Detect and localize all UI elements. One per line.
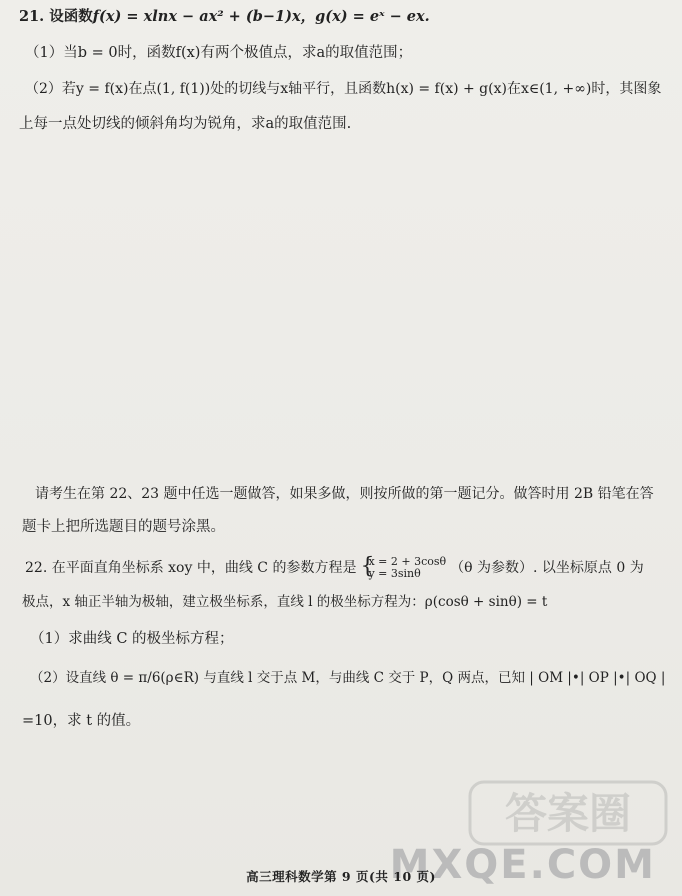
- q22-part2-line2: =10，求 t 的值。: [22, 713, 141, 729]
- q22-eq-y: y = 3sinθ: [368, 567, 421, 580]
- watermark-logo-text: 答案圈: [504, 789, 632, 838]
- q21-stem-math: f(x) = xlnx − ax² + (b−1)x，g(x) = eˣ − ex.: [92, 8, 430, 25]
- q21-stem: [19, 8, 430, 26]
- q21-part2-line2: 上每一点处切线的倾斜角均为锐角，求a的取值范围.: [19, 116, 352, 132]
- q22-line2: 极点，x 轴正半轴为极轴，建立极坐标系，直线 l 的极坐标方程为：ρ(cosθ + sinθ) = t: [22, 594, 548, 610]
- instruction-line2: 题卡上把所选题目的题号涂黑。: [22, 519, 225, 535]
- q21-stem-prefix: 21. 设函数: [19, 8, 93, 25]
- watermark-site: MXQE.COM: [389, 842, 656, 888]
- q22-line1: [25, 556, 644, 580]
- q22-eq-x: { x = 2 + 3cosθ: [368, 555, 447, 568]
- q22-line1-post: （θ 为参数）. 以坐标原点 0 为: [450, 560, 644, 576]
- q22-part2-line1: （2）设直线 θ = π/6(ρ∈R) 与直线 l 交于点 M，与曲线 C 交于 P，Q 两点，已知 | OM |•| OP |•| OQ |: [30, 670, 666, 686]
- instruction-line1: 请考生在第 22、23 题中任选一题做答，如果多做，则按所做的第一题记分。做答时用 2B 铅笔在答: [35, 486, 654, 502]
- q22-param-equations: [360, 556, 446, 580]
- q22-line1-pre: 22. 在平面直角坐标系 xoy 中，曲线 C 的参数方程是: [25, 560, 357, 576]
- page-footer: 高三理科数学第 9 页(共 10 页): [246, 869, 436, 884]
- q22-part1: （1）求曲线 C 的极坐标方程；: [30, 631, 234, 647]
- q21-part2-line1: （2）若y = f(x)在点(1, f(1))处的切线与x轴平行，且函数h(x) = f(x) + g(x)在x∈(1, +∞)时，其图象: [25, 81, 662, 97]
- watermark-logo: [468, 780, 668, 846]
- q21-part1: （1）当b = 0时，函数f(x)有两个极值点，求a的取值范围；: [25, 45, 413, 61]
